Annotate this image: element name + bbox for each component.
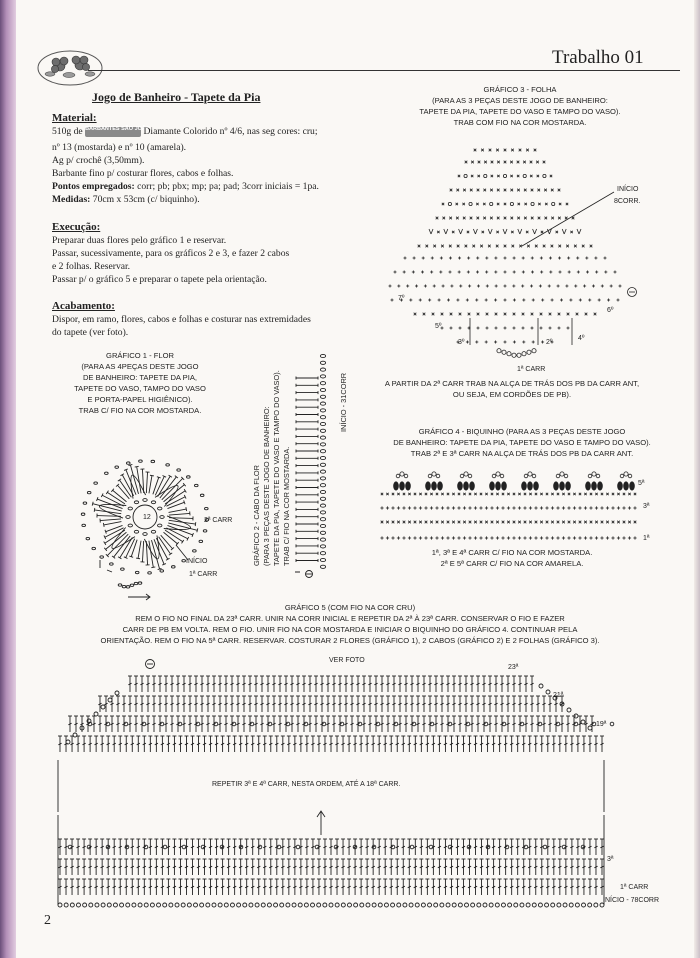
leaf-start-label: INÍCIO bbox=[617, 186, 639, 193]
measures-label: Medidas: bbox=[52, 194, 91, 205]
finishing-heading: Acabamento: bbox=[52, 300, 115, 312]
execution-line: Passar, sucessivamente, para os gráficos 2 e 3, e fazer 2 cabos bbox=[52, 248, 290, 259]
grafico2-caption: GRÁFICO 2 - CABO DA FLOR (PARA 3 PEÇAS DESTE JOGO DE BANHEIRO: TAPETE DA PIA, TAPETE DO VASO E TAMPO DO VASO). TRAB C/ FIO NA COR MOSTARDA. bbox=[252, 370, 291, 566]
material-heading: Material: bbox=[52, 112, 97, 124]
execution-line: Passar p/ o gráfico 5 e preparar o tapete pela orientação. bbox=[52, 274, 267, 285]
execution-heading: Execução: bbox=[52, 221, 101, 233]
flower-start-label: INÍCIO bbox=[186, 558, 208, 565]
grafico4-edging-diagram bbox=[380, 472, 636, 540]
grafico1-caption: GRÁFICO 1 - FLOR (PARA AS 4PEÇAS DESTE JOGO DE BANHEIRO: TAPETE DA PIA, TAPETE DO VASO, TAMPO DO VASO E PORTA-PAPEL HIGIÊNICO). TRAB C/ FIO NA COR MOSTARDA. bbox=[74, 351, 206, 415]
grafico3-note: A PARTIR DA 2ª CARR TRAB NA ALÇA DE TRÁS DOS PB DA CARR ANT, OU SEJA, EM CORDÕES DE PB). bbox=[384, 379, 640, 399]
flower-row2-label: 2ª CARR bbox=[204, 517, 233, 524]
brand-logo: BARBANTES SÃO JOÃO bbox=[85, 127, 141, 137]
rug-repeat-note: REPETIR 3ª E 4ª CARR, NESTA ORDEM, ATÉ A 18ª CARR. bbox=[212, 781, 401, 788]
grafico5-caption: GRÁFICO 5 (COM FIO NA COR CRU) REM O FIO NO FINAL DA 23ª CARR. UNIR NA CORR INICIAL E REPETIR DA 2ª À 23ª CARR. CONSERVAR O FIO E FAZER CARR DE PB EM VOLTA. REM O FIO. UNIR FIO NA COR MOSTARDA E INICIAR O BIQUINHO DO GRÁFICO 4. CONTINUAR PELA ORIENTAÇÃO. REM O FIO NA 5ª CARR. RESERVAR. COSTURAR 2 FLORES (GRÁFICO 1), 2 CABOS (GRÁFICO 2) E 2 FOLHAS (GRÁFICO 3). bbox=[100, 603, 600, 645]
leaf-row2-label: 2º bbox=[546, 339, 553, 346]
grafico4-caption: GRÁFICO 4 - BIQUINHO (PARA AS 3 PEÇAS DESTE JOGO DE BANHEIRO: TAPETE DA PIA, TAPETE DO VASO E TAMPO DO VASO). TRAB 2ª E 3ª CARR NA ALÇA DE TRÁS DOS PB DA CARR ANT. bbox=[393, 427, 651, 458]
rug-row21-label: 21ª bbox=[553, 692, 564, 699]
grafico1-flower-diagram bbox=[81, 460, 208, 600]
material-qty: 510g de bbox=[52, 126, 83, 137]
finishing-line: do tapete (ver foto). bbox=[52, 327, 129, 338]
grafico4-note: 1ª, 3ª E 4ª CARR C/ FIO NA COR MOSTARDA. 2ª E 5ª CARR C/ FIO NA COR AMARELA. bbox=[431, 548, 593, 568]
flower-row1-label: 1ª CARR bbox=[189, 571, 218, 578]
rug-row23-label: 23ª bbox=[508, 664, 519, 671]
edging-row1-label: 1ª bbox=[643, 535, 650, 542]
rug-row1-label: 1ª CARR bbox=[620, 884, 649, 891]
rug-ver-foto-label: VER FOTO bbox=[329, 657, 365, 664]
grafico2-start-label: INÍCIO - 31CORR bbox=[339, 372, 348, 432]
execution-line: Preparar duas flores pelo gráfico 1 e reservar. bbox=[52, 235, 227, 246]
execution-line: e 2 folhas. Reservar. bbox=[52, 261, 131, 272]
edging-row3-label: 3ª bbox=[643, 503, 650, 510]
section-title: Trabalho 01 bbox=[552, 47, 644, 68]
grafico3-caption: GRÁFICO 3 - FOLHA (PARA AS 3 PEÇAS DESTE JOGO DE BANHEIRO: TAPETE DA PIA, TAPETE DO VASO E TAMPO DO VASO). TRAB COM FIO NA COR MOSTARDA. bbox=[419, 85, 621, 127]
page-number: 2 bbox=[44, 913, 51, 928]
edging-row5-label: 5ª bbox=[638, 480, 645, 487]
leaf-row7-label: 7º bbox=[398, 295, 405, 302]
leaf-row4-label: 4º bbox=[578, 335, 585, 342]
points-label: Pontos empregados: bbox=[52, 181, 135, 192]
leaf-row6-label: 6º bbox=[607, 307, 614, 314]
leaf-row5-label: 5º bbox=[435, 323, 442, 330]
grafico3-leaf-diagram bbox=[389, 149, 637, 358]
page-title: Jogo de Banheiro - Tapete da Pia bbox=[92, 90, 261, 104]
leaf-8corr-label: 8CORR. bbox=[614, 198, 641, 205]
finishing-line: Dispor, em ramo, flores, cabos e folhas e costurar nas extremidades bbox=[52, 314, 311, 325]
rug-row19-label: 19ª bbox=[596, 721, 607, 728]
rug-start-label: INÍCIO - 78CORR bbox=[603, 897, 660, 904]
measures-text: 70cm x 53cm (c/ biquinho). bbox=[92, 194, 200, 205]
material-yarn: Diamante Colorido nº 4/6, nas seg cores: cru; bbox=[143, 126, 318, 137]
flower-center-label: 12 bbox=[143, 514, 151, 521]
rug-row3-label: 3ª bbox=[607, 856, 614, 863]
points-text: corr; pb; pbx; mp; pa; pad; 3corr iniciais = 1pa. bbox=[137, 181, 319, 192]
leaf-row1-label: 1ª CARR bbox=[517, 366, 546, 373]
leaf-row3-label: 3º bbox=[458, 339, 465, 346]
material-line-4: Barbante fino p/ costurar flores, cabos e folhas. bbox=[52, 168, 234, 179]
grafico2-stem-diagram bbox=[295, 354, 326, 577]
material-line-3: Ag p/ crochê (3,50mm). bbox=[52, 155, 145, 166]
material-line-2: nº 13 (mostarda) e nº 10 (amarela). bbox=[52, 142, 187, 153]
